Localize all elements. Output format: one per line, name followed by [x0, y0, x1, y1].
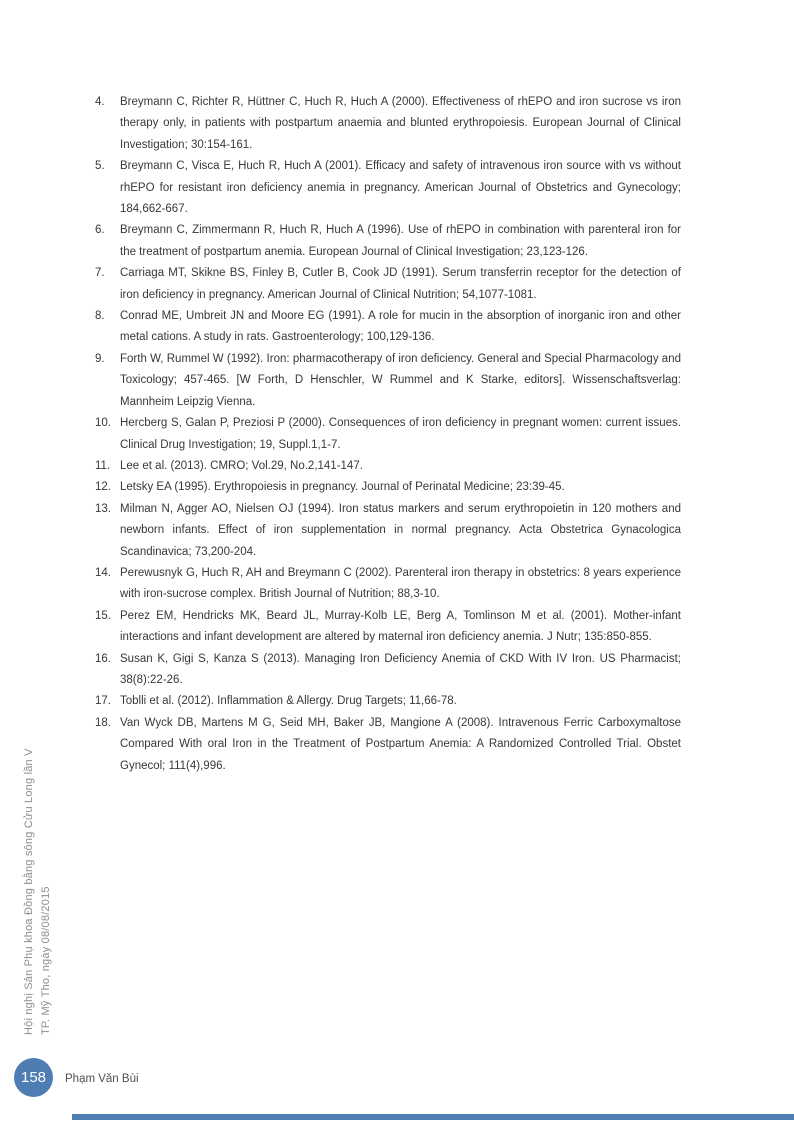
- reference-item: [95, 220, 681, 263]
- reference-number: 12.: [95, 481, 111, 494]
- page-number-badge: [14, 1058, 53, 1097]
- reference-item: [95, 349, 681, 413]
- reference-text: Forth W, Rummel W (1992). Iron: pharmacotherapy of iron deficiency. General and Special Pharmacology and Toxicology; 457-465. [W Forth, D Henschler, W Rummel and K Starke, editors]. Wissenschaftsverlag: Mannheim Leipzig Vienna.: [120, 352, 681, 408]
- page-number: 158: [20, 1069, 47, 1086]
- reference-item: [95, 92, 681, 156]
- reference-item: [95, 477, 681, 498]
- sidebar-conference-date: TP. Mỹ Tho, ngày 08/08/2015: [39, 886, 52, 1035]
- reference-text: Perez EM, Hendricks MK, Beard JL, Murray-Kolb LE, Berg A, Tomlinson M et al. (2001). Mother-infant interactions and infant development are altered by maternal iron deficiency anemia. J Nutr; 135:850-855.: [120, 609, 681, 644]
- reference-number: 16.: [95, 652, 111, 665]
- reference-number: 9.: [95, 352, 105, 365]
- reference-item: [95, 456, 681, 477]
- reference-number: 11.: [95, 459, 111, 472]
- reference-number: 4.: [95, 96, 105, 108]
- reference-item: [95, 263, 681, 306]
- reference-number: 5.: [95, 160, 105, 173]
- footer-author-name: Phạm Văn Bùi: [65, 1073, 139, 1085]
- reference-number: 14.: [95, 566, 111, 579]
- reference-text: Perewusnyk G, Huch R, AH and Breymann C (2002). Parenteral iron therapy in obstetrics: 8 years experience with iron-sucrose complex. British Journal of Nutrition; 88,3-10.: [120, 566, 681, 601]
- reference-item: [95, 649, 681, 692]
- reference-number: 8.: [95, 310, 105, 323]
- reference-number: 13.: [95, 502, 111, 515]
- reference-number: 18.: [95, 716, 111, 729]
- reference-text: Milman N, Agger AO, Nielsen OJ (1994). Iron status markers and serum erythropoietin in 120 mothers and newborn infants. Effect of iron supplementation in normal pregnancy. Acta Obstetrica Gynacologica Scandinavica; 73,200-204.: [120, 502, 681, 558]
- footer-rule-bar: [72, 1114, 794, 1120]
- reference-item: [95, 413, 681, 456]
- reference-text: Letsky EA (1995). Erythropoiesis in pregnancy. Journal of Perinatal Medicine; 23:39-45.: [120, 481, 565, 494]
- reference-text: Conrad ME, Umbreit JN and Moore EG (1991). A role for mucin in the absorption of inorganic iron and other metal cations. A study in rats. Gastroenterology; 100,129-136.: [120, 310, 681, 344]
- reference-item: [95, 499, 681, 563]
- reference-text: Hercberg S, Galan P, Preziosi P (2000). Consequences of iron deficiency in pregnant women: current issues. Clinical Drug Investigation; 19, Suppl.1,1-7.: [120, 417, 681, 451]
- sidebar-conference-info: [21, 743, 54, 1035]
- reference-item: [95, 606, 681, 649]
- reference-item: [95, 156, 681, 220]
- reference-list: [95, 92, 681, 777]
- reference-item: [95, 563, 681, 606]
- reference-text: Carriaga MT, Skikne BS, Finley B, Cutler B, Cook JD (1991). Serum transferrin receptor for the detection of iron deficiency in pregnancy. American Journal of Clinical Nutrition; 54,1077-1081.: [120, 267, 681, 301]
- reference-text: Breymann C, Visca E, Huch R, Huch A (2001). Efficacy and safety of intravenous iron source with vs without rhEPO for resistant iron deficiency anemia in pregnancy. American Journal of Obstetrics and Gynecology; 184,662-667.: [120, 160, 681, 216]
- reference-item: [95, 691, 681, 712]
- reference-item: [95, 306, 681, 349]
- reference-text: Breymann C, Richter R, Hüttner C, Huch R, Huch A (2000). Effectiveness of rhEPO and iron sucrose vs iron therapy only, in patients with postpartum anaemia and blunted erythropoiesis. European Journal of Clinical Investigation; 30:154-161.: [120, 96, 681, 151]
- sidebar-conference-name: Hội nghị Sản Phụ khoa Đồng bằng sông Cửu Long lần V: [23, 748, 35, 1035]
- reference-text: Breymann C, Zimmermann R, Huch R, Huch A (1996). Use of rhEPO in combination with parenteral iron for the treatment of postpartum anemia. European Journal of Clinical Investigation; 23,123-126.: [120, 224, 681, 258]
- reference-number: 10.: [95, 417, 111, 430]
- reference-number: 7.: [95, 267, 105, 280]
- reference-text: Toblli et al. (2012). Inflammation & Allergy. Drug Targets; 11,66-78.: [120, 695, 457, 708]
- reference-number: 17.: [95, 695, 111, 708]
- reference-text: Lee et al. (2013). CMRO; Vol.29, No.2,141-147.: [120, 459, 363, 472]
- reference-text: Van Wyck DB, Martens M G, Seid MH, Baker JB, Mangione A (2008). Intravenous Ferric Carboxymaltose Compared With oral Iron in the Treatment of Postpartum Anemia: A Randomized Controlled Trial. Obstet Gynecol; 111(4),996.: [120, 716, 681, 772]
- reference-number: 15.: [95, 609, 111, 622]
- reference-number: 6.: [95, 224, 105, 237]
- reference-item: [95, 713, 681, 777]
- reference-text: Susan K, Gigi S, Kanza S (2013). Managing Iron Deficiency Anemia of CKD With IV Iron. US Pharmacist; 38(8):22-26.: [120, 652, 681, 686]
